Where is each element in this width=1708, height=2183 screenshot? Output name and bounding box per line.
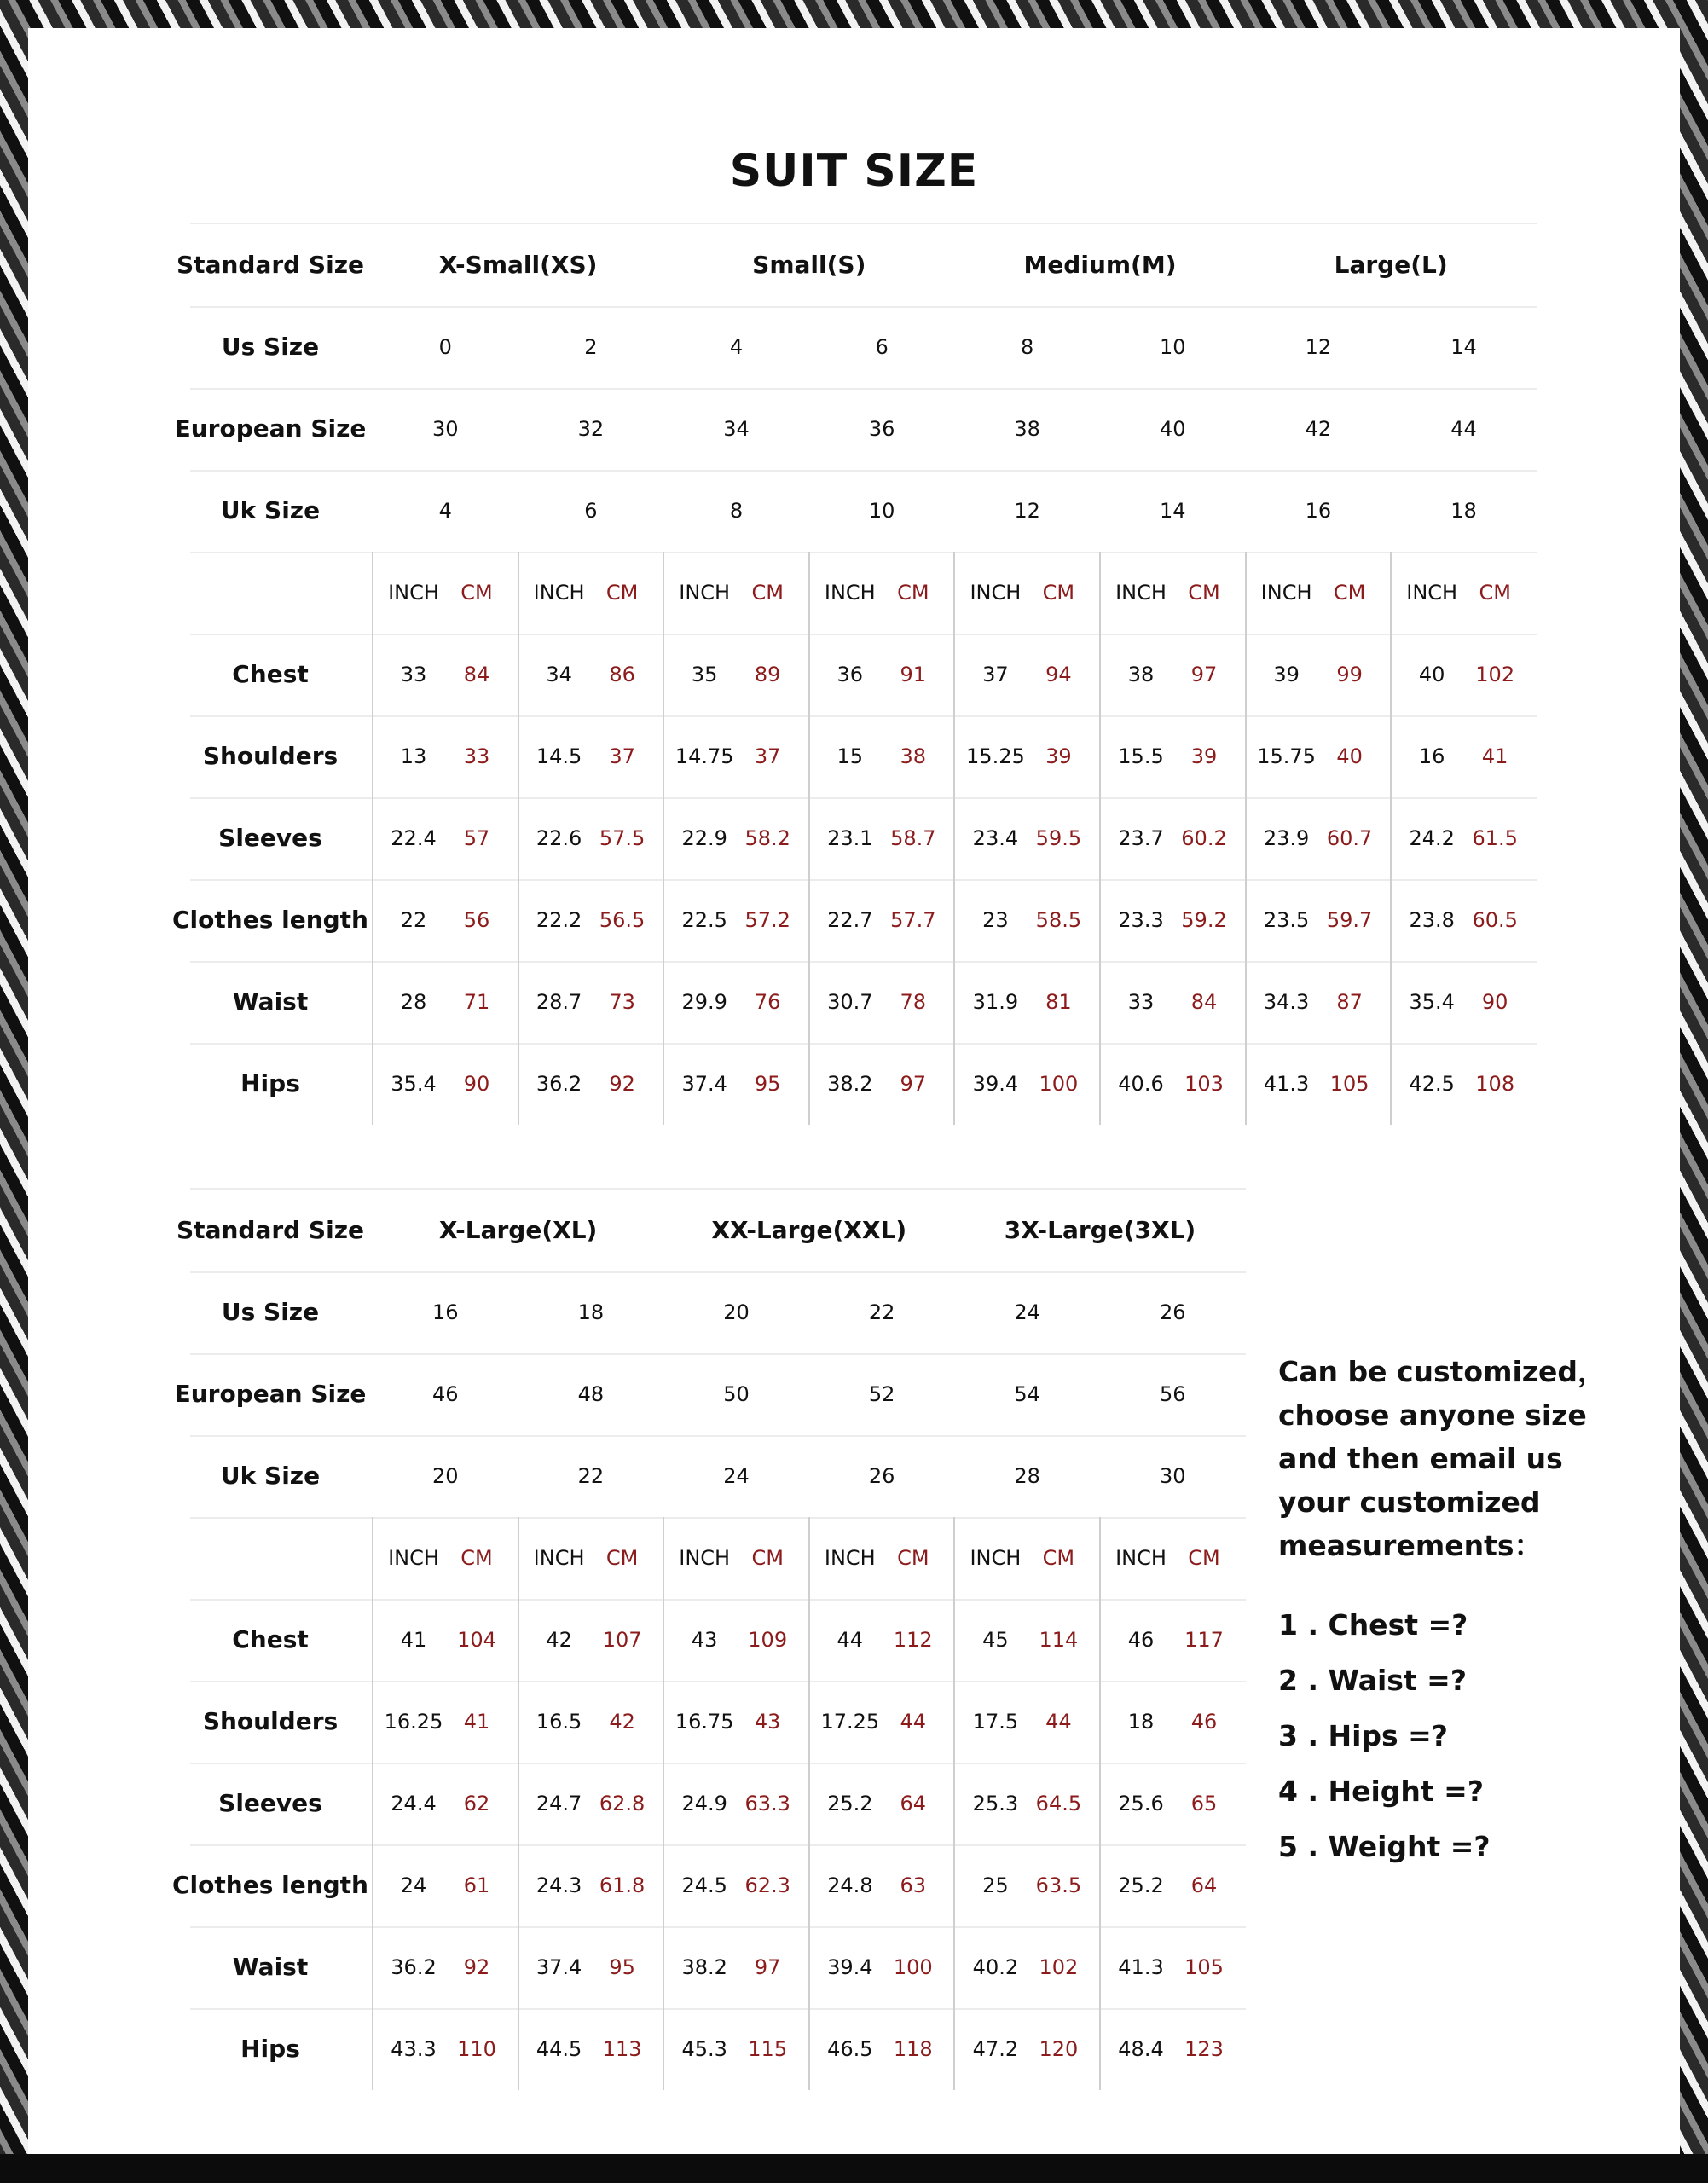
row-divider <box>190 470 1537 472</box>
column-divider <box>1099 552 1101 1125</box>
custom-question-item: 1 . Chest =? <box>1278 1608 1468 1642</box>
column-divider <box>1245 552 1247 1125</box>
row-divider <box>190 797 1537 799</box>
column-divider <box>808 1517 810 2090</box>
row-divider <box>190 634 1537 635</box>
custom-question-item: 5 . Weight =? <box>1278 1830 1491 1863</box>
row-divider <box>190 1271 1246 1273</box>
custom-question-item: 4 . Height =? <box>1278 1775 1484 1808</box>
column-divider <box>808 552 810 1125</box>
row-divider <box>190 388 1537 390</box>
row-divider <box>190 1353 1246 1355</box>
page-title: SUIT SIZE <box>729 146 979 197</box>
column-divider <box>663 552 664 1125</box>
column-divider <box>518 552 519 1125</box>
row-divider <box>190 961 1537 963</box>
row-divider <box>190 223 1537 224</box>
row-divider <box>190 1844 1246 1846</box>
column-divider <box>1099 1517 1101 2090</box>
row-divider <box>190 1926 1246 1928</box>
row-divider <box>190 879 1537 881</box>
size-tables: Standard Size X-Small(XS) Small(S) Medium(M) Large(L) Us Size 0 2 4 6 8 10 12 14 European Size 30 32 34 36 38 40 42 44 Uk Size 4 6 8 10 12 14 16 18 INCH CM INCH CM INCH CM INCH CM INCH CM INCH CM INCH CM INCH CM Chest 33 84 34 86 35 89 36 91 37 94 38 97 39 99 40 102 Shoulders 13 33 14.5 37 14.75 37 15 38 15.25 39 15.5 39 15.75 40 16 41 Sleeves 22.4 57 22.6 57.5 22.9 58.2 23.1 58.7 23.4 59.5 23.7 60.2 23.9 60.7 24.2 61.5 Clothes length 22 56 22.2 56.5 22.5 57.2 22.7 57.7 23 58.5 23.3 59.2 23.5 59.7 23.8 60.5 Waist 28 71 28.7 73 29.9 76 30.7 78 31.9 81 33 84 34.3 87 35.4 90 Hips 35.4 90 36.2 92 37.4 95 38.2 97 39.4 100 40.6 103 41.3 105 42.5 108 Standard Size X-Large(XL) XX-Large(XXL) 3X-Large(3XL) Us Size 16 18 20 22 24 26 European Size 46 48 50 52 54 56 Uk Size 20 22 24 26 28 30 INCH CM INCH CM INCH CM INCH CM INCH CM INCH CM Chest 41 104 42 107 43 109 44 112 45 114 46 117 Shoulders 16.25 41 16.5 42 16.75 43 17.25 44 17.5 44 18 46 Sleeves 24.4 62 24.7 62.8 24.9 63.3 25.2 64 25.3 64.5 25.6 65 Clothes length 24 61 24.3 61.8 24.5 62.3 24.8 63 25 63.5 25.2 64 Waist 36.2 92 37.4 95 38.2 97 39.4 100 40.2 102 41.3 105 Hips 43.3 110 44.5 113 45.3 115 46.5 118 47.2 120 48.4 123 <box>28 28 1680 2154</box>
row-divider <box>190 1188 1246 1190</box>
row-divider <box>190 306 1537 308</box>
row-divider <box>190 715 1537 717</box>
row-divider <box>190 1681 1246 1682</box>
custom-question-item: 2 . Waist =? <box>1278 1664 1467 1697</box>
row-divider <box>190 1435 1246 1437</box>
row-divider <box>190 1763 1246 1764</box>
row-divider <box>190 2008 1246 2010</box>
column-divider <box>372 1517 373 2090</box>
custom-question-item: 3 . Hips =? <box>1278 1719 1448 1752</box>
size-chart-card <box>28 28 1680 2154</box>
row-divider <box>190 1043 1537 1045</box>
background-bottom-strip <box>0 2154 1708 2183</box>
row-divider <box>190 1517 1246 1519</box>
column-divider <box>372 552 373 1125</box>
column-divider <box>953 1517 955 2090</box>
custom-note: Can be customized，choose anyone size and then email us your customized measurements： <box>1278 1355 1607 1562</box>
row-divider <box>190 552 1537 553</box>
column-divider <box>663 1517 664 2090</box>
row-divider <box>190 1599 1246 1601</box>
column-divider <box>518 1517 519 2090</box>
column-divider <box>953 552 955 1125</box>
column-divider <box>1390 552 1392 1125</box>
